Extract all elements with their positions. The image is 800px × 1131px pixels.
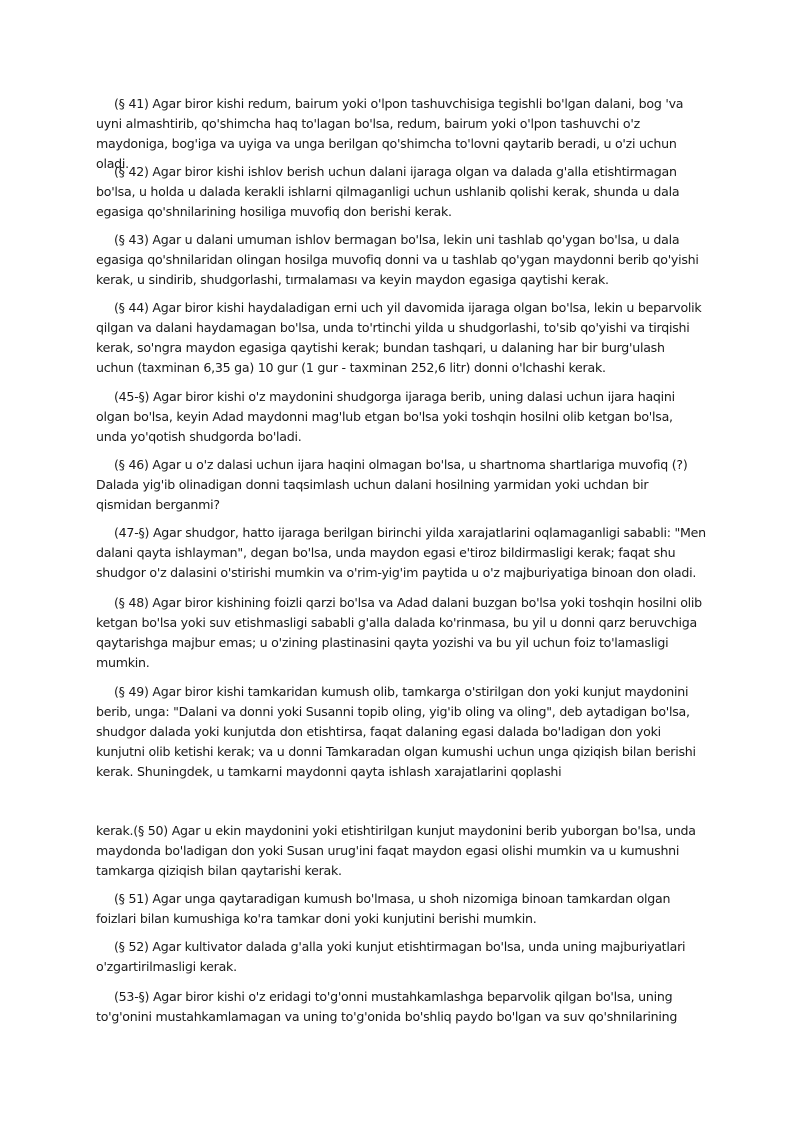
paragraph-section-53: (53-§) Agar biror kishi o'z eridagi to'g'onni mustahkamlashga beparvolik qilgan bo'lsa, uning to'g'onini mustahkamlamagan va uning to'g'onida bo'shliq paydo bo'lgan va suv qo'shnilarining [96, 989, 678, 1024]
paragraph-section-48: (§ 48) Agar biror kishining foizli qarzi bo'lsa va Adad dalani buzgan bo'lsa yoki toshqin hosilni olib ketgan bo'lsa yoki suv etishmasligi sababli g'alla dalada ko'rinmasa, bu yil u donni qarz beruvchiga qaytarishga majbur emas; u o'zining plastinasini qayta yozishi va bu yil uchun foiz to'lamasligi mumkin. [96, 595, 702, 670]
paragraph-section-51: (§ 51) Agar unga qaytaradigan kumush bo'lmasa, u shoh nizomiga binoan tamkardan olgan foizlari bilan kumushiga ko'ra tamkar doni yoki kunjutini berishi mumkin. [96, 891, 671, 926]
paragraph-section-52: (§ 52) Agar kultivator dalada g'alla yoki kunjut etishtirmagan bo'lsa, unda uning majburiyatlari o'zgartirilmasligi kerak. [96, 939, 686, 974]
paragraph-section-41: (§ 41) Agar biror kishi redum, bairum yoki o'lpon tashuvchisiga tegishli bo'lgan dalani, bog 'va uyni almashtirib, qo'shimcha haq to'lagan bo'lsa, redum, bairum yoki o'lpon tashuvchi o'z maydoniga, bog'iga va uyiga va unga berilgan qo'shimcha to'lovni qaytarib beradi, u o'zi uchun oladi. [96, 96, 684, 171]
paragraph-section-45: (45-§) Agar biror kishi o'z maydonini shudgorga ijaraga berib, uning dalasi uchun ijara haqini olgan bo'lsa, keyin Adad maydonni mag'lub etgan bo'lsa yoki toshqin hosilni olib ketgan bo'lsa, unda yo'qotish shudgorda bo'ladi. [96, 389, 675, 444]
paragraph-section-47: (47-§) Agar shudgor, hatto ijaraga berilgan birinchi yilda xarajatlarini oqlamaganligi sababli: "Men dalani qayta ishlayman", degan bo'lsa, unda maydon egasi e'tiroz bildirmasligi kerak; faqat shu shudgor o'z dalasini o'stirishi mumkin va o'rim-yig'im paytida u o'z majburiyatiga binoan don oladi. [96, 525, 706, 580]
paragraph-section-43: (§ 43) Agar u dalani umuman ishlov bermagan bo'lsa, lekin uni tashlab qo'ygan bo'lsa, u dala egasiga qo'shnilaridan olingan hosilga muvofiq donni va u tashlab qo'ygan maydonni berib qo'yishi kerak, u sindirib, shudgorlashi, tırmalaması va keyin maydon egasiga qaytishi kerak. [96, 232, 699, 287]
paragraph-section-46: (§ 46) Agar u o'z dalasi uchun ijara haqini olmagan bo'lsa, u shartnoma shartlariga muvofiq (?) Dalada yig'ib olinadigan donni taqsimlash uchun dalani hosilning yarmidan yoki uchdan bir qismidan berganmi? [96, 457, 688, 512]
paragraph-section-50: kerak.(§ 50) Agar u ekin maydonini yoki etishtirilgan kunjut maydonini berib yuborgan bo'lsa, unda maydonda bo'ladigan don yoki Susan urug'ini faqat maydon egasi olishi mumkin va u kumushni tamkarga qiziqish bilan qaytarishi kerak. [96, 823, 696, 878]
paragraph-section-44: (§ 44) Agar biror kishi haydaladigan erni uch yil davomida ijaraga olgan bo'lsa, lekin u beparvolik qilgan va dalani haydamagan bo'lsa, unda to'rtinchi yilda u shudgorlashi, to'sib qo'yishi va tirqishi kerak, so'ngra maydon egasiga qaytishi kerak; bundan tashqari, u dalaning har bir burg'ulash uchun (taxminan 6,35 ga) 10 gur (1 gur - taxminan 252,6 litr) donni o'lchashi kerak. [96, 300, 702, 375]
paragraph-section-42: (§ 42) Agar biror kishi ishlov berish uchun dalani ijaraga olgan va dalada g'alla etishtirmagan bo'lsa, u holda u dalada kerakli ishlarni qilmaganligi uchun ushlanib qolishi kerak, shunda u dala egasiga qo'shnilarining hosiliga muvofiq don berishi kerak. [96, 164, 680, 219]
paragraph-section-49: (§ 49) Agar biror kishi tamkaridan kumush olib, tamkarga o'stirilgan don yoki kunjut maydonini berib, unga: "Dalani va donni yoki Susanni topib oling, yig'ib oling va oling", deb aytadigan bo'lsa, shudgor dalada yoki kunjutda don etishtirsa, faqat dalaning egasi dalada bo'ladigan don yoki kunjutni olib ketishi kerak; va u donni Tamkaradan olgan kumushi uchun unga qiziqish bilan berishi kerak. Shuningdek, u tamkarni maydonni qayta ishlash xarajatlarini qoplashi [96, 684, 696, 779]
